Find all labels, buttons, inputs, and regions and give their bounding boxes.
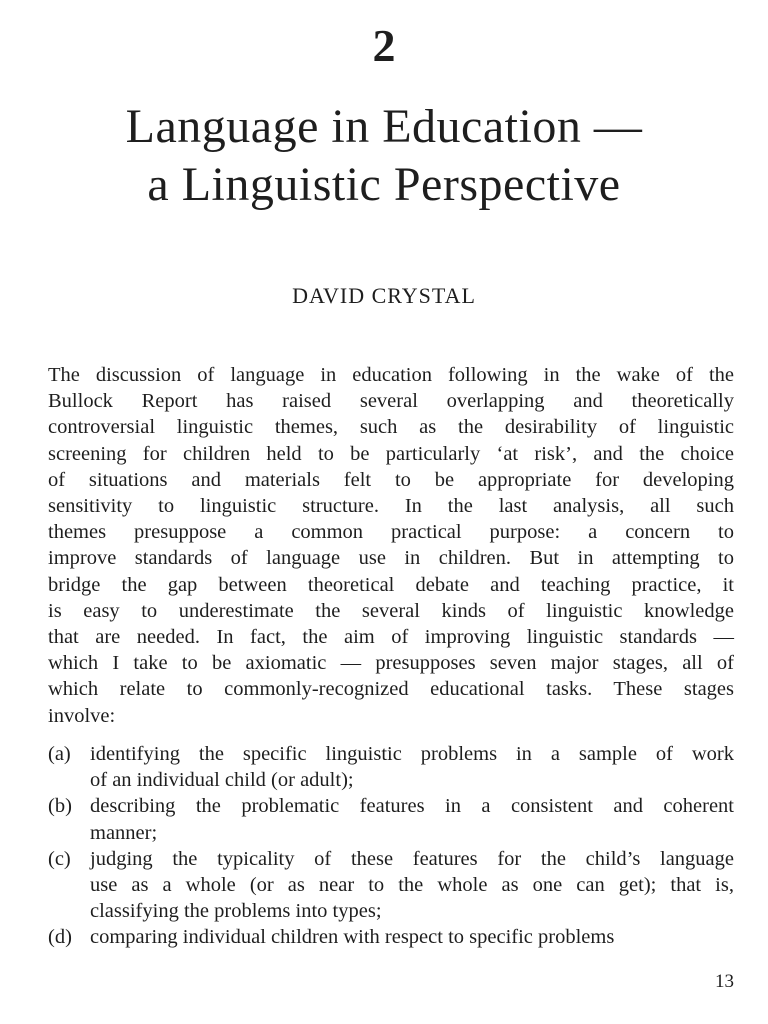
list-item-a (48, 741, 734, 793)
paragraph-line: themes presuppose a common practical purpose: a concern to (48, 521, 734, 544)
chapter-title-line-1: Language in Education — (125, 100, 643, 153)
list-item-line: classifying the problems into types; (90, 900, 382, 923)
paragraph-line: The discussion of language in education following in the wake of the (48, 364, 734, 386)
list-item-d (48, 924, 734, 950)
paragraph-line: bridge the gap between theoretical debate and teaching practice, it (48, 573, 734, 596)
chapter-title-line-2: a Linguistic Perspective (147, 158, 621, 211)
paragraph-line: Bullock Report has raised several overlapping and theoretically (48, 390, 734, 413)
chapter-number: 2 (372, 20, 396, 71)
chapter-title (30, 98, 738, 214)
list-marker: (b) (48, 795, 72, 818)
paragraph-line: which relate to commonly-recognized educational tasks. These stages (48, 678, 734, 701)
list-item-line: use as a whole (or as near to the whole as one can get); that is, (90, 874, 734, 897)
paragraph-line: screening for children held to be particularly ‘at risk’, and the choice (48, 442, 734, 465)
list-marker: (d) (48, 926, 72, 949)
list-item-line: comparing individual children with respect to specific problems (90, 926, 615, 949)
intro-paragraph (48, 362, 734, 729)
page-number: 13 (715, 971, 734, 992)
list-item-line: manner; (90, 821, 158, 844)
paragraph-line: sensitivity to linguistic structure. In the last analysis, all such (48, 495, 734, 518)
paragraph-line: of situations and materials felt to be appropriate for developing (48, 468, 734, 491)
paragraph-line: involve: (48, 704, 116, 727)
list-item-line: of an individual child (or adult); (90, 769, 354, 792)
paragraph-line: is easy to underestimate the several kinds of linguistic knowledge (48, 599, 734, 622)
list-marker: (a) (48, 743, 71, 765)
list-item-line: identifying the specific linguistic problems in a sample of work (90, 743, 734, 765)
paragraph-line: that are needed. In fact, the aim of improving linguistic standards — (48, 626, 734, 649)
list-item-line: judging the typicality of these features for the child’s language (90, 847, 734, 870)
author-name: DAVID CRYSTAL (292, 283, 476, 308)
paragraph-line: controversial linguistic themes, such as the desirability of linguistic (48, 416, 734, 439)
list-item-c (48, 846, 734, 925)
paragraph-line: which I take to be axiomatic — presupposes seven major stages, all of (48, 652, 734, 675)
list-item-b (48, 793, 734, 845)
list-marker: (c) (48, 847, 71, 870)
paragraph-line: improve standards of language use in children. But in attempting to (48, 547, 734, 570)
list-item-line: describing the problematic features in a consistent and coherent (90, 795, 734, 818)
stages-list (48, 741, 734, 951)
